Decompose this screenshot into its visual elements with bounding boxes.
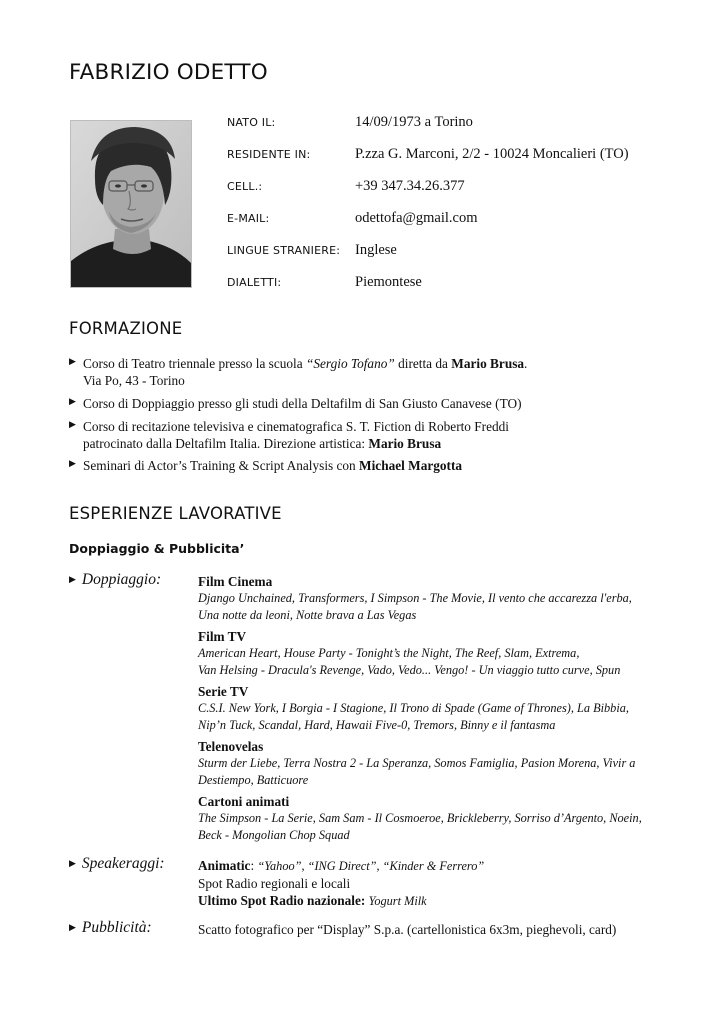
- esperienze-subheading: Doppiaggio & Pubblicita’: [69, 541, 245, 556]
- category-label: Pubblicità:: [81, 919, 152, 936]
- birth-label: NATO IL:: [227, 116, 276, 129]
- email-value[interactable]: odettofa@gmail.com: [355, 210, 478, 226]
- school-name: “Sergio Tofano”: [305, 356, 395, 371]
- bullet-arrow-icon: ▶: [69, 397, 76, 407]
- phone-label: CELL.:: [227, 180, 263, 193]
- phone-value: +39 347.34.26.377: [355, 178, 465, 194]
- film-tv-line: American Heart, House Party - Tonight’s the Night, The Reef, Slam, Extrema,: [198, 646, 580, 660]
- pubblicita-text: Scatto fotografico per “Display” S.p.a. (cartellonistica 6x3m, pieghevoli, card): [198, 922, 617, 937]
- cartoni-line: The Simpson - La Serie, Sam Sam - Il Cosmoeroe, Brickleberry, Sorriso d’Argento, Noein,: [198, 811, 642, 825]
- film-cinema-line: Una notte da leoni, Notte brava a Las Vegas: [198, 608, 417, 622]
- formazione-item: [69, 418, 669, 452]
- director-name: Mario Brusa: [368, 436, 442, 451]
- category-pubblicita: [69, 919, 152, 937]
- telenovelas-title: Telenovelas: [198, 739, 264, 754]
- doppiaggio-list: [198, 573, 656, 844]
- category-label: Speakeraggi:: [81, 855, 165, 872]
- formazione-item-text: Corso di Teatro triennale presso la scuola: [83, 356, 306, 371]
- category-speakeraggi: [69, 855, 165, 873]
- languages-label: LINGUE STRANIERE:: [227, 244, 341, 257]
- formazione-item-address: Via Po, 43 - Torino: [83, 373, 185, 388]
- animatic-items: “Yahoo”, “ING Direct”, “Kinder & Ferrero”: [257, 859, 485, 873]
- bullet-arrow-icon: ▶: [69, 420, 76, 430]
- formazione-item-text: patrocinato dalla Deltafilm Italia. Direzione artistica:: [83, 436, 369, 451]
- profile-photo: [70, 120, 192, 288]
- dialects-label: DIALETTI:: [227, 276, 282, 289]
- email-label: E-MAIL:: [227, 212, 270, 225]
- teacher-name: Michael Margotta: [359, 458, 463, 473]
- birth-value: 14/09/1973 a Torino: [355, 114, 473, 130]
- bullet-arrow-icon: ▶: [69, 357, 76, 367]
- dialects-value: Piemontese: [355, 274, 422, 290]
- last-spot-value: Yogurt Milk: [368, 894, 427, 908]
- formazione-item: [69, 457, 669, 474]
- bullet-arrow-icon: ▶: [69, 859, 76, 869]
- bullet-arrow-icon: ▶: [69, 459, 76, 469]
- formazione-item-text: .: [524, 356, 528, 371]
- animatic-separator: :: [250, 858, 258, 873]
- residence-value: P.zza G. Marconi, 2/2 - 10024 Moncalieri (TO): [355, 146, 629, 162]
- formazione-item-text: diretta da: [394, 356, 452, 371]
- languages-value: Inglese: [355, 242, 397, 258]
- formazione-item: [69, 395, 669, 412]
- serie-tv-line: C.S.I. New York, I Borgia - I Stagione, Il Trono di Spade (Game of Thrones), La Bibbia,: [198, 701, 629, 715]
- film-cinema-line: Django Unchained, Transformers, I Simpson - The Movie, Il vento che accarezza l'erba,: [198, 591, 632, 605]
- esperienze-heading: ESPERIENZE LAVORATIVE: [69, 504, 282, 523]
- formazione-item-text: Seminari di Actor’s Training & Script Analysis con: [83, 458, 360, 473]
- formazione-item-text: Corso di recitazione televisiva e cinematografica S. T. Fiction di Roberto Freddi: [83, 419, 509, 434]
- formazione-item: [69, 355, 669, 389]
- bullet-arrow-icon: ▶: [69, 575, 76, 585]
- serie-tv-title: Serie TV: [198, 684, 249, 699]
- bullet-arrow-icon: ▶: [69, 923, 76, 933]
- cartoni-title: Cartoni animati: [198, 794, 290, 809]
- formazione-item-text: Corso di Doppiaggio presso gli studi della Deltafilm di San Giusto Canavese (TO): [83, 396, 522, 411]
- residence-label: RESIDENTE IN:: [227, 148, 311, 161]
- candidate-name: FABRIZIO ODETTO: [69, 60, 268, 85]
- category-label: Doppiaggio:: [81, 571, 162, 588]
- serie-tv-line: Nip’n Tuck, Scandal, Hard, Hawaii Five-0, Tremors, Binny e il fantasma: [198, 718, 556, 732]
- last-spot-label: Ultimo Spot Radio nazionale:: [198, 893, 366, 908]
- animatic-label: Animatic: [198, 858, 251, 873]
- film-tv-line: Van Helsing - Dracula's Revenge, Vado, Vedo... Vengo! - Un viaggio tutto curve, Spun: [198, 663, 621, 677]
- formazione-heading: FORMAZIONE: [69, 319, 183, 338]
- film-cinema-title: Film Cinema: [198, 574, 273, 589]
- speakeraggi-list: [198, 857, 656, 910]
- telenovelas-line: Sturm der Liebe, Terra Nostra 2 - La Speranza, Somos Famiglia, Pasion Morena, Vivir a: [198, 756, 636, 770]
- category-doppiaggio: [69, 571, 161, 589]
- spot-radio-line: Spot Radio regionali e locali: [198, 876, 351, 891]
- teacher-name: Mario Brusa: [451, 356, 525, 371]
- cartoni-line: Beck - Mongolian Chop Squad: [198, 828, 350, 842]
- telenovelas-line: Destiempo, Batticuore: [198, 773, 309, 787]
- film-tv-title: Film TV: [198, 629, 247, 644]
